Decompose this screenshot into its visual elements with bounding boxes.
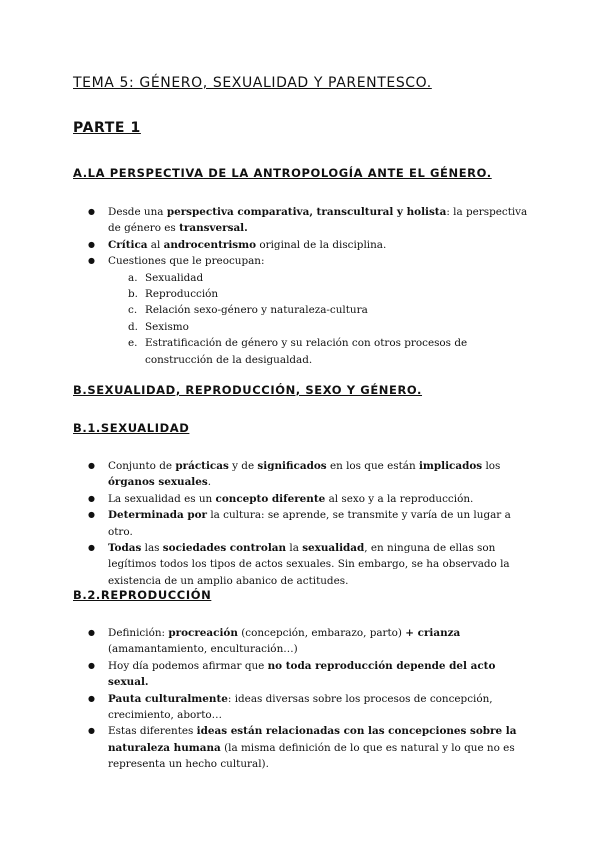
list-item: ● Hoy día podemos afirmar que no toda reproducción depende del acto sexual. <box>88 658 528 691</box>
list-item: ● Pauta culturalmente: ideas diversas sobre los procesos de concepción, crecimiento, aborto… <box>88 691 528 724</box>
section-a-list <box>88 204 528 368</box>
list-item: ● Definición: procreación (concepción, embarazo, parto) + crianza (amamantamiento, enculturación…) <box>88 625 528 658</box>
part-heading: PARTE 1 <box>73 120 141 136</box>
sublist-item: b. Reproducción <box>128 288 219 301</box>
list-item: ● Todas las sociedades controlan la sexualidad, en ninguna de ellas son legítimos todos los tipos de actos sexuales. Sin embargo, se ha observado la existencia de un amplio abanico de actitudes. <box>88 540 528 589</box>
list-item: ● Cuestiones que le preocupan: a. Sexualidad b. Reproducción c. Relación sexo-género y naturaleza-cultura d. Sexismo e. Estratificación de género y su relación con otros procesos de construcción de la desigualdad. <box>88 253 528 368</box>
list-item: ● Determinada por la cultura: se aprende, se transmite y varía de un lugar a otro. <box>88 507 528 540</box>
section-a-heading: A.LA PERSPECTIVA DE LA ANTROPOLOGÍA ANTE EL GÉNERO. <box>73 166 492 180</box>
section-b1-heading: B.1.SEXUALIDAD <box>73 421 190 435</box>
section-b1-list <box>88 458 528 589</box>
list-item: ● La sexualidad es un concepto diferente al sexo y a la reproducción. <box>88 491 528 507</box>
list-item: ● Crítica al androcentrismo original de la disciplina. <box>88 237 528 253</box>
sublist <box>108 270 528 368</box>
document-title: TEMA 5: GÉNERO, SEXUALIDAD Y PARENTESCO. <box>73 75 432 91</box>
section-b-heading: B.SEXUALIDAD, REPRODUCCIÓN, SEXO Y GÉNERO. <box>73 383 423 397</box>
list-item: ● Conjunto de prácticas y de significados en los que están implicados los órganos sexuales. <box>88 458 528 491</box>
section-b2-list <box>88 625 528 773</box>
list-item: ● Desde una perspectiva comparativa, transcultural y holista: la perspectiva de género es transversal. <box>88 204 528 237</box>
section-b2-heading: B.2.REPRODUCCIÓN <box>73 588 212 602</box>
sublist-item: a. Sexualidad <box>128 271 204 284</box>
sublist-item: e. Estratificación de género y su relación con otros procesos de construcción de la desigualdad. <box>128 337 468 366</box>
list-item: ● Estas diferentes ideas están relacionadas con las concepciones sobre la naturaleza humana (la misma definición de lo que es natural y lo que no es representa un hecho cultural). <box>88 723 528 772</box>
sublist-item: d. Sexismo <box>128 320 189 333</box>
sublist-item: c. Relación sexo-género y naturaleza-cultura <box>128 304 368 317</box>
